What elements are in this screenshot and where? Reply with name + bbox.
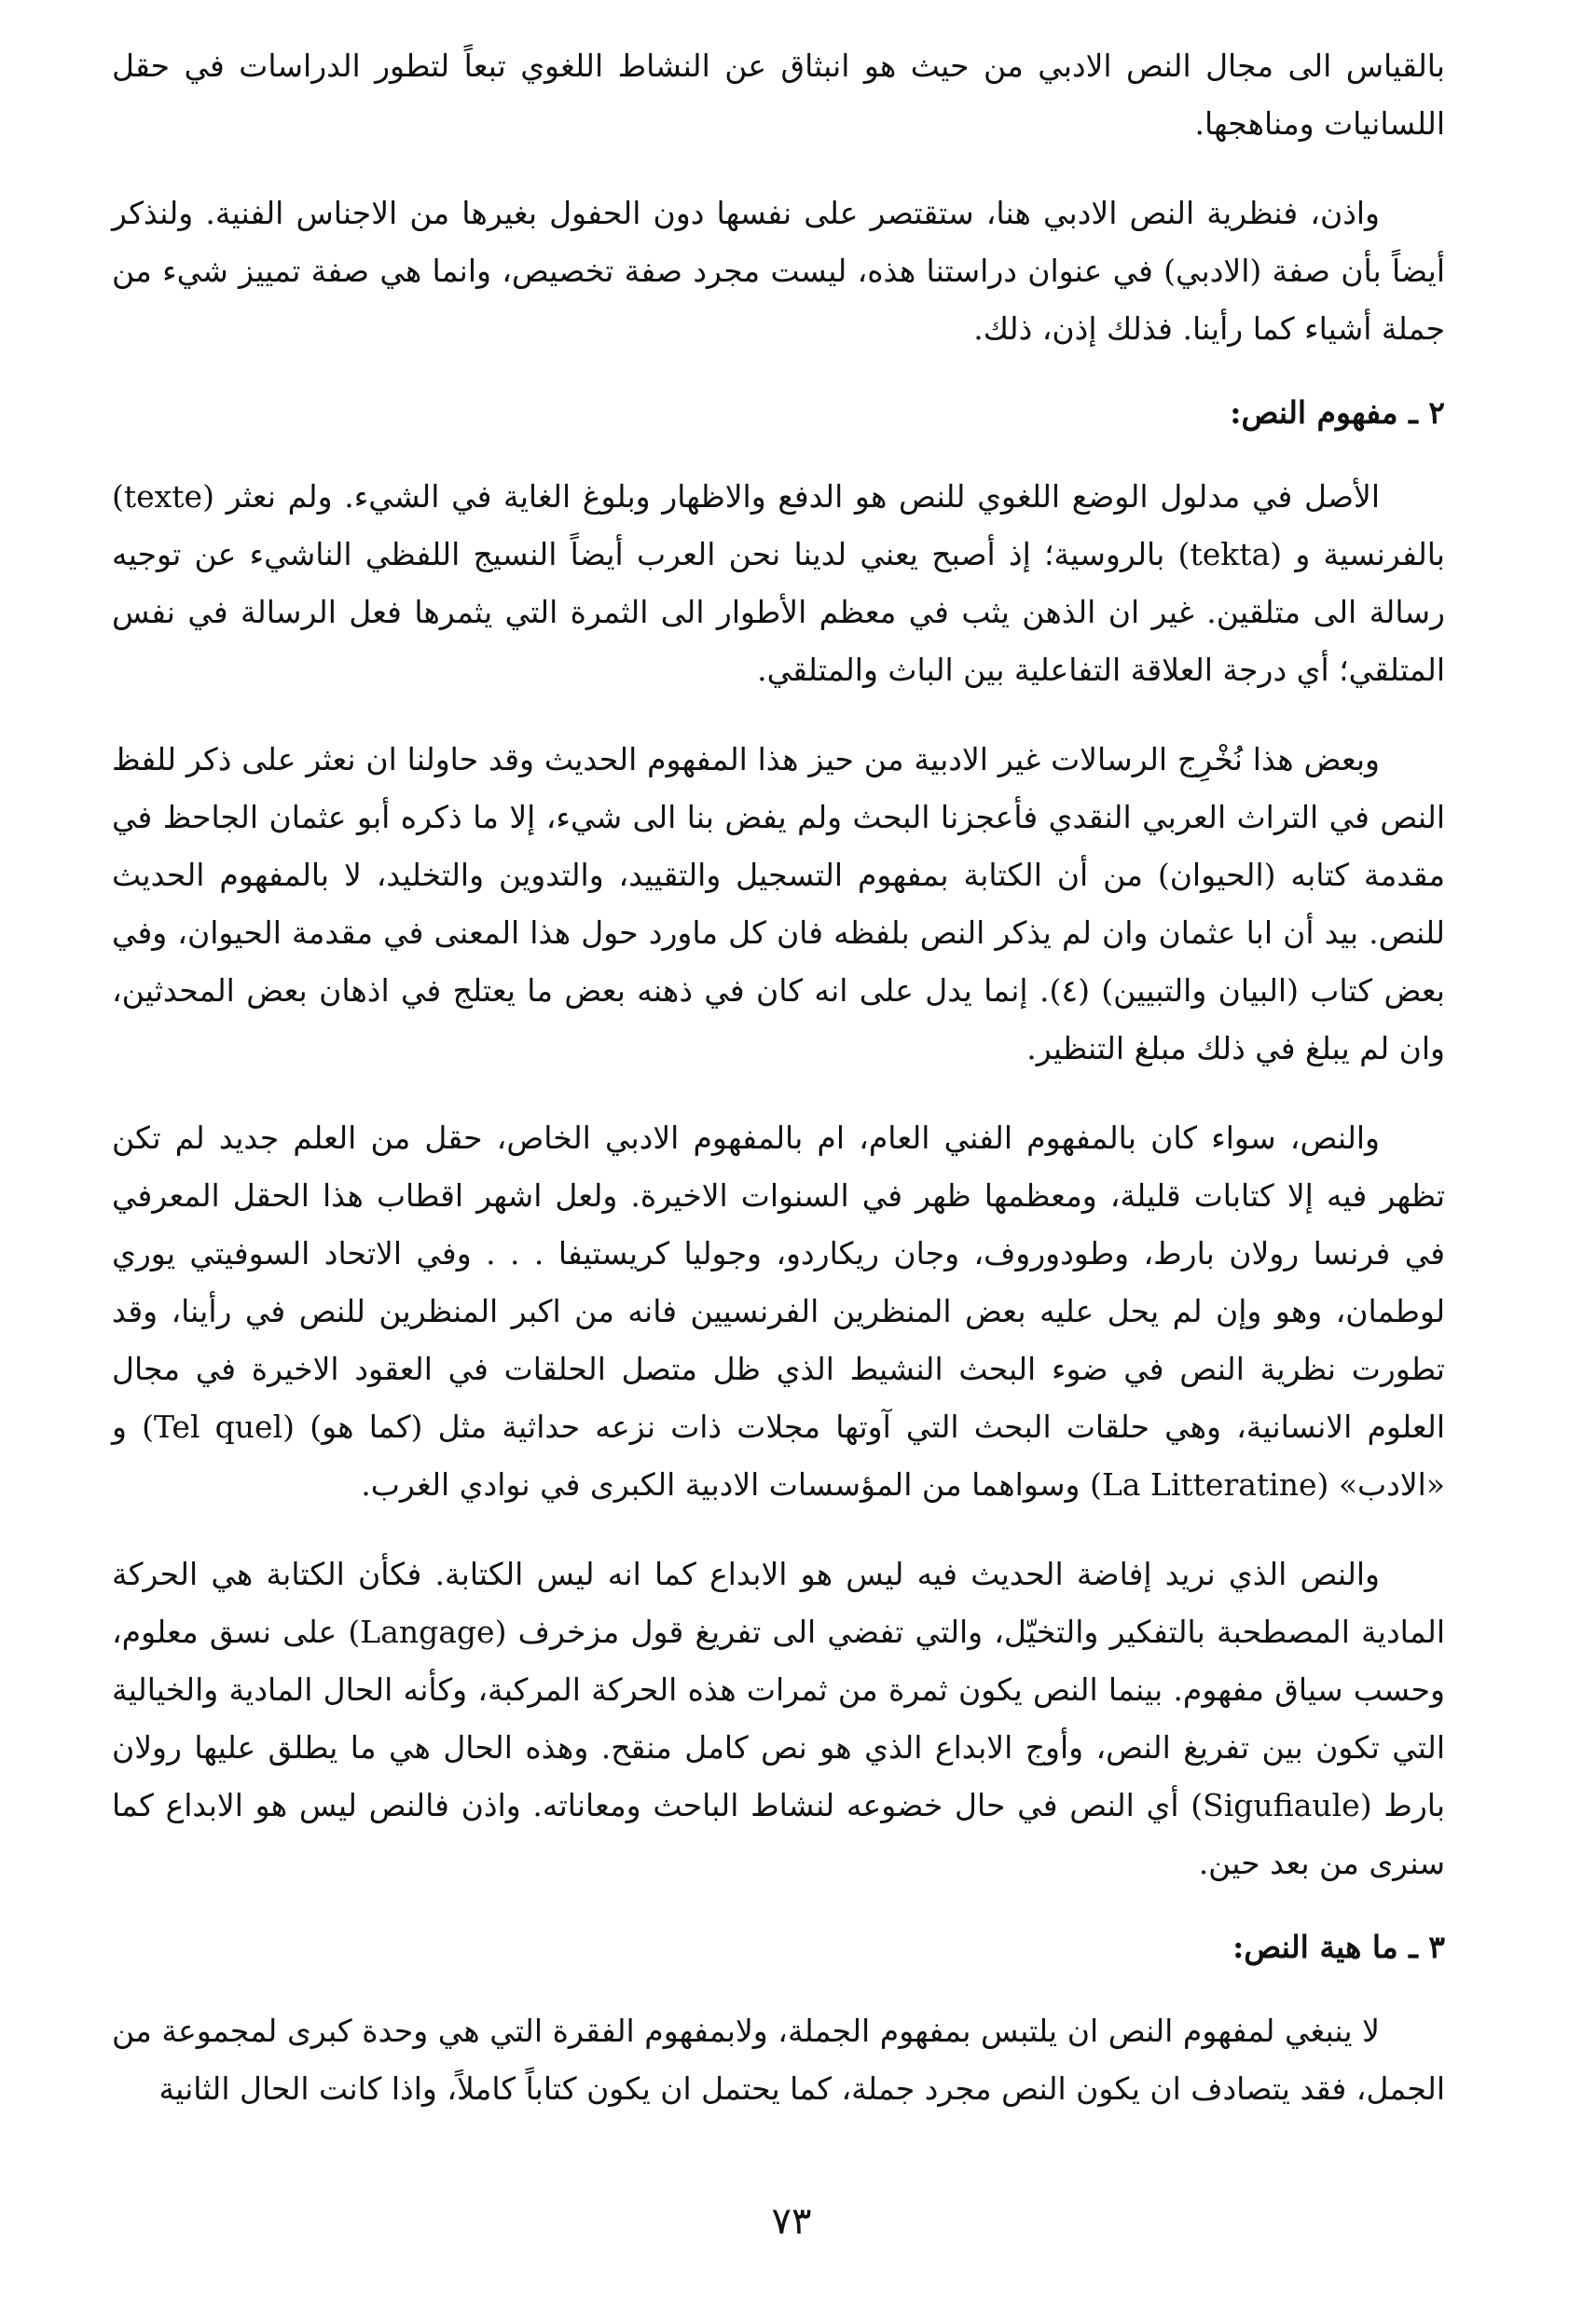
page-number: ٧٣ <box>771 2200 812 2243</box>
section-heading-text-nature: ٣ ـ ما هية النص: <box>1232 1929 1445 1965</box>
paragraph-text-vs-sentence: لا ينبغي لمفهوم النص ان يلتبس بمفهوم الجملة، ولابمفهوم الفقرة التي هي وحدة كبرى لمجموعة من الجمل، فقد يتصادف ان يكون النص مجرد جملة، كما يحتمل ان يكون كتاباً كاملاً، واذا كانت الحال الثانية <box>112 2013 1445 2107</box>
section-heading-text-concept: ٢ ـ مفهوم النص: <box>1230 394 1445 431</box>
paragraph-continuation: بالقياس الى مجال النص الادبي من حيث هو انبثاق عن النشاط اللغوي تبعاً لتطور الدراسات في حقل اللسانيات ومناهجها. <box>112 48 1445 142</box>
paragraph-linguistic-origin: الأصل في مدلول الوضع اللغوي للنص هو الدفع والاظهار وبلوغ الغاية في الشيء. ولم نعثر (texte) بالفرنسية و (tekta) بالروسية؛ إذ أصبح يعني لدينا نحن العرب أيضاً النسيج اللفظي الناشيء عن توجيه رسالة الى متلقين. غير ان الذهن يثب في معظم الأطوار الى الثمرة التي يثمرها فعل الرسالة في نفس المتلقي؛ أي درجة العلاقة التفاعلية بين الباث والمتلقي. <box>112 478 1445 688</box>
paragraph-arabic-heritage: وبعض هذا نُخْرِج الرسالات غير الادبية من حيز هذا المفهوم الحديث وقد حاولنا ان نعثر على ذكر للفظ النص في التراث العربي النقدي فأعجزنا البحث ولم يفض بنا الى شيء، إلا ما ذكره أبو عثمان الجاحظ في مقدمة كتابه (الحيوان) من أن الكتابة بمفهوم التسجيل والتقييد، والتدوين والتخليد، لا بالمفهوم الحديث للنص. بيد أن ابا عثمان وان لم يذكر النص بلفظه فان كل ماورد حول هذا المعنى في مقدمة الحيوان، وفي بعض كتاب (البيان والتبيين) (٤). إنما يدل على انه كان في ذهنه بعض ما يعتلج في اذهان بعض المحدثين، وان لم يبلغ في ذلك مبلغ التنظير. <box>112 741 1445 1066</box>
paragraph-literary-theory: واذن، فنظرية النص الادبي هنا، ستقتصر على نفسها دون الحفول بغيرها من الاجناس الفنية. ولنذكر أيضاً بأن صفة (الادبي) في عنوان دراستنا هذه، ليست مجرد صفة تخصيص، وانما هي صفة تمييز شيء من جملة أشياء كما رأينا. فذلك إذن، ذلك. <box>112 195 1445 347</box>
paragraph-text-vs-creation: والنص الذي نريد إفاضة الحديث فيه ليس هو الابداع كما انه ليس الكتابة. فكأن الكتابة هي الحركة المادية المصطحبة بالتفكير والتخيّل، والتي تفضي الى تفريغ قول مزخرف (Langage) على نسق معلوم، وحسب سياق مفهوم. بينما النص يكون ثمرة من ثمرات هذه الحركة المركبة، وكأنه الحال المادية والخيالية التي تكون بين تفريغ النص، وأوج الابداع الذي هو نص كامل منقح. وهذه الحال هي ما يطلق عليها رولان بارط (Sigufiaule) أي النص في حال خضوعه لنشاط الباحث ومعاناته. واذن فالنص ليس هو الابداع كما سنرى من بعد حين. <box>112 1556 1445 1881</box>
page-body <box>112 37 1445 2275</box>
paragraph-text-field: والنص، سواء كان بالمفهوم الفني العام، ام بالمفهوم الادبي الخاص، حقل من العلم جديد لم تكن تظهر فيه إلا كتابات قليلة، ومعظمها ظهر في السنوات الاخيرة. ولعل اشهر اقطاب هذا الحقل المعرفي في فرنسا رولان بارط، وطودوروف، وجان ريكاردو، وجوليا كريستيفا . . . وفي الاتحاد السوفيتي يوري لوطمان، وهو وإن لم يحل عليه بعض المنظرين الفرنسيين فانه من اكبر المنظرين للنص في رأينا، وقد تطورت نظرية النص في ضوء البحث النشيط الذي ظل متصل الحلقات في العقود الاخيرة في مجال العلوم الانسانية، وهي حلقات البحث التي آوتها مجلات ذات نزعه حداثية مثل (كما هو) (Tel quel) و «الادب» (La Litteratine) وسواهما من المؤسسات الادبية الكبرى في نوادي الغرب. <box>112 1120 1446 1503</box>
